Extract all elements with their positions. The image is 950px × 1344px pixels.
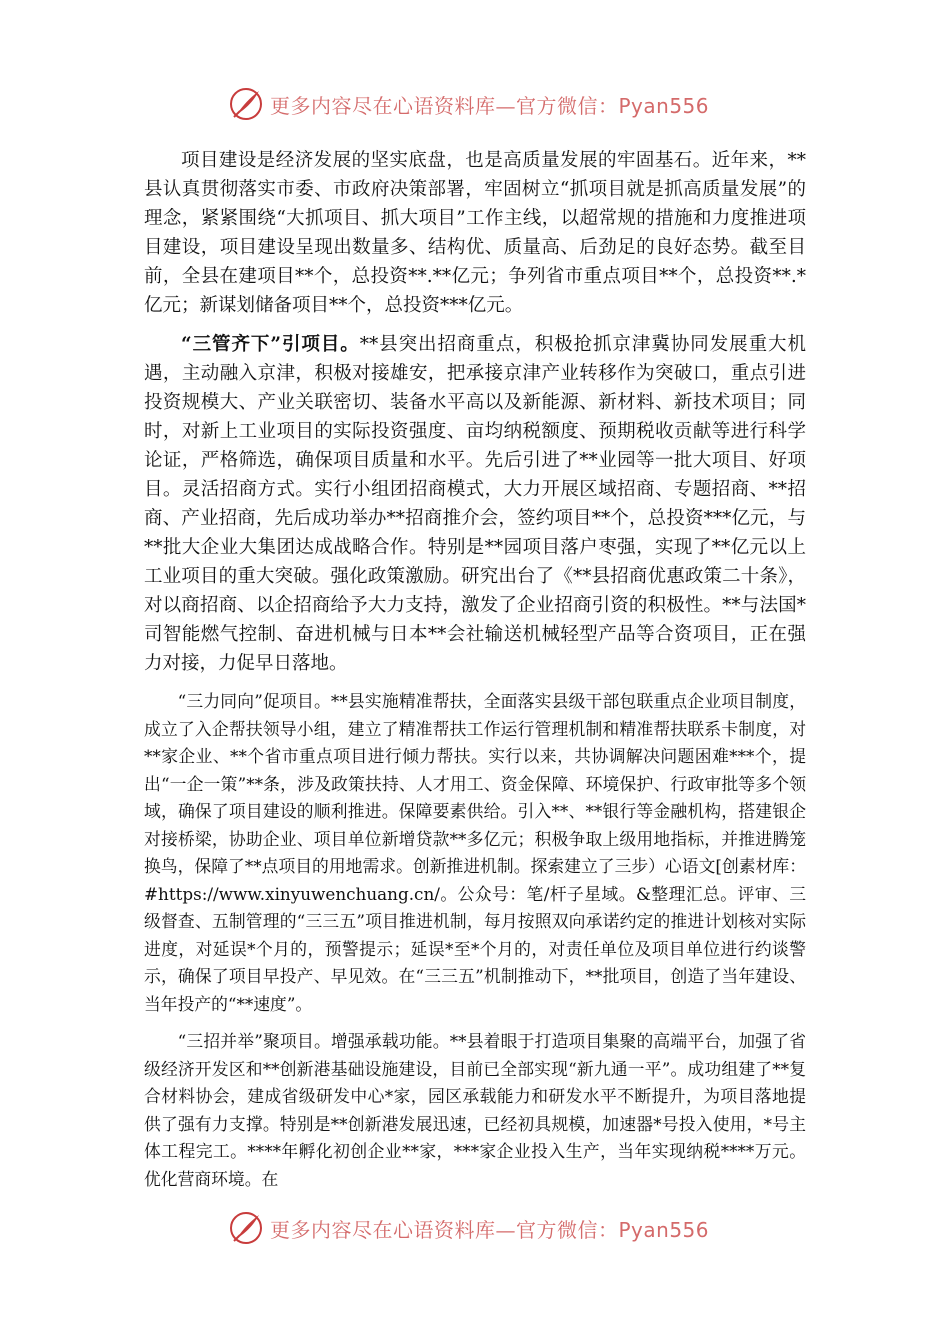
- section-paragraph-1: “三管齐下”引项目。**县突出招商重点，积极抢抓京津冀协同发展重大机遇，主动融入京津，积极对接雄安，把承接京津产业转移作为突破口，重点引进投资规模大、产业关联密切、装备水平高以及新能源、新材料、新技术项目；同时，对新上工业项目的实际投资强度、亩均纳税额度、预期税收贡献等进行科学论证，严格筛选，确保项目质量和水平。先后引进了**业园等一批大项目、好项目。灵活招商方式。实行小组团招商模式，大力开展区域招商、专题招商、**招商、产业招商，先后成功举办**招商推介会，签约项目**个，总投资***亿元，与**批大企业大集团达成战略合作。特别是**园项目落户枣强，实现了**亿元以上工业项目的重大突破。强化政策激励。研究出台了《**县招商优惠政策二十条》，对以商招商、以企招商给予大力支持，激发了企业招商引资的积极性。**与法国*司智能燃气控制、奋进机械与日本**会社输送机械轻型产品等合资项目，正在强力对接，力促早日落地。: [144, 334, 806, 674]
- document-body: [144, 146, 806, 1203]
- quill-logo-icon: [228, 86, 264, 122]
- section-paragraph-3: “三招并举”聚项目。增强承载功能。**县着眼于打造项目集聚的高端平台，加强了省级经济开发区和**创新港基础设施建设，目前已全部实现“新九通一平”。成功组建了**复合材料协会，建成省级研发中心*家，园区承载能力和研发水平不断提升，为项目落地提供了强有力支撑。特别是**创新港发展迅速，已经初具规模，加速器*号投入使用，*号主体工程完工。****年孵化初创企业**家，***家企业投入生产，当年实现纳税****万元。优化营商环境。在: [144, 1031, 806, 1189]
- intro-paragraph: 项目建设是经济发展的坚实底盘，也是高质量发展的牢固基石。近年来，**县认真贯彻落实市委、市政府决策部署，牢固树立“抓项目就是抓高质量发展”的理念，紧紧围绕“大抓项目、抓大项目”工作主线，以超常规的措施和力度推进项目建设，项目建设呈现出数量多、结构优、质量高、后劲足的良好态势。截至目前，全县在建项目**个，总投资**.**亿元；争列省市重点项目**个，总投资**.*亿元；新谋划储备项目**个，总投资***亿元。: [144, 150, 806, 316]
- footer-banner: [228, 1208, 728, 1248]
- header-banner: [228, 84, 728, 124]
- wechat-id: Pyan556: [618, 93, 710, 118]
- section-lead: “三管齐下”引项目。: [181, 334, 360, 355]
- wechat-id: Pyan556: [618, 1217, 710, 1242]
- banner-text: 更多内容尽在心语资料库—官方微信：Pyan556: [270, 1217, 710, 1242]
- section-paragraph-2: “三力同向”促项目。**县实施精准帮扶，全面落实县级干部包联重点企业项目制度，成立了入企帮扶领导小组，建立了精准帮扶工作运行管理机制和精准帮扶联系卡制度，对**家企业、**个省市重点项目进行倾力帮扶。实行以来，共协调解决问题困难***个，提出“一企一策”**条，涉及政策扶持、人才用工、资金保障、环境保护、行政审批等多个领域，确保了项目建设的顺利推进。保障要素供给。引入**、**银行等金融机构，搭建银企对接桥梁，协助企业、项目单位新增贷款**多亿元；积极争取上级用地指标，并推进腾笼换鸟，保障了**点项目的用地需求。创新推进机制。探索建立了三步）心语文[创素材库：#https://www.xinyuwenchuang.cn/。公众号：笔/杆子星域。&整理汇总。评审、三级督查、五制管理的“三三五”项目推进机制，每月按照双向承诺约定的推进计划核对实际进度，对延误*个月的，预警提示；延误*至*个月的，对责任单位及项目单位进行约谈警示，确保了项目早投产、早见效。在“三三五”机制推动下，**批项目，创造了当年建设、当年投产的“**速度”。: [144, 691, 806, 1014]
- quill-logo-icon: [228, 1210, 264, 1246]
- banner-text: 更多内容尽在心语资料库—官方微信：Pyan556: [270, 93, 710, 118]
